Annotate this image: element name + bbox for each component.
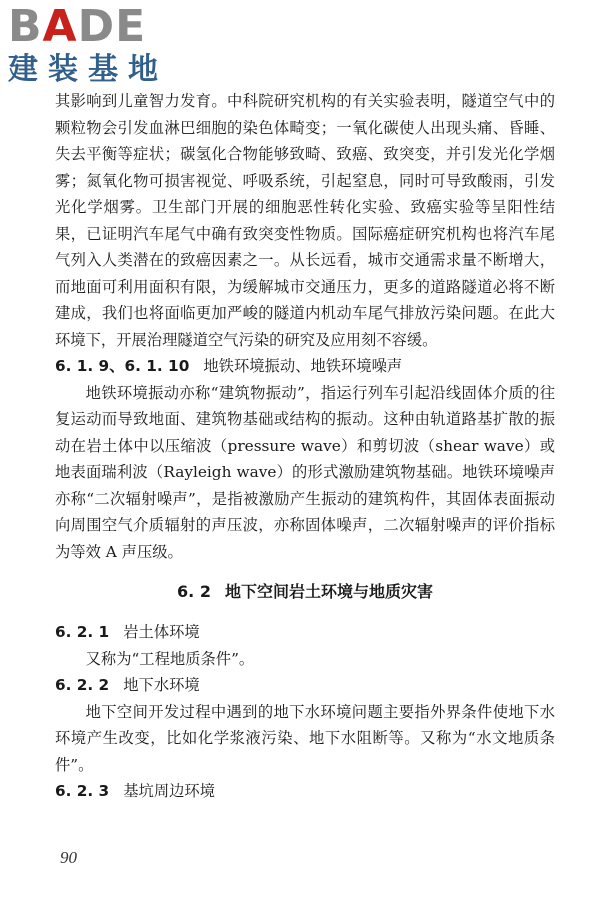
section-title: 地铁环境振动、地铁环境噪声 (203, 357, 403, 375)
page-number: 90 (60, 848, 77, 867)
paragraph-groundwater: 地下空间开发过程中遇到的地下水环境问题主要指外界条件使地下水环境产生改变，比如化学浆液污染、地下水阻断等。又称为“水文地质条件”。 (55, 702, 555, 774)
page-content (55, 88, 555, 805)
bade-logo (8, 1, 178, 94)
section-number: 6. 2. 3 (55, 782, 110, 800)
logo-brand-main: BADE (8, 1, 147, 52)
section-title: 岩土体环境 (123, 623, 200, 641)
section-title: 地下水环境 (123, 676, 200, 694)
paragraph-tunnel-pollution: 其影响到儿童智力发育。中科院研究机构的有关实验表明，隧道空气中的颗粒物会引发血淋巴细胞的染色体畸变；一氧化碳使人出现头痛、昏睡、失去平衡等症状；碳氢化合物能够致畸、致癌、致突变，并引发光化学烟雾；氮氧化物可损害视觉、呼吸系统，引起窒息，同时可导致酸雨，引发光化学烟雾。卫生部门开展的细胞恶性转化实验、致癌实验等呈阳性结果，已证明汽车尾气中确有致突变性物质。国际癌症研究机构也将汽车尾气列入人类潜在的致癌因素之一。从长远看，城市交通需求量不断增大，而地面可利用面积有限，为缓解城市交通压力，更多的道路隧道必将不断建成，我们也将面临更加严峻的隧道内机动车尾气排放污染问题。在此大环境下，开展治理隧道空气污染的研究及应用刻不容缓。 (55, 92, 555, 349)
logo-brand-sub: 建装基地 (8, 52, 168, 87)
section-heading-6-2-2 (55, 672, 555, 699)
paragraph-metro-vibration: 地铁环境振动亦称“建筑物振动”，指运行列车引起沿线固体介质的往复运动而导致地面、建筑物基础或结构的振动。这种由轨道路基扩散的振动在岩土体中以压缩波（pressure wave）和剪切波（shear wave）或地表面瑞利波（Rayleigh wave）的形式激励建筑物基础。地铁环境噪声亦称“二次辐射噪声”，是指被激励产生振动的建筑构件，其固体表面振动向周围空气介质辐射的声压波，亦称固体噪声，二次辐射噪声的评价指标为等效 A 声压级。 (55, 383, 555, 561)
section-title: 基坑周边环境 (123, 782, 216, 800)
section-number: 6. 1. 9、6. 1. 10 (55, 357, 190, 375)
chapter-number: 6. 2 (177, 582, 211, 601)
section-heading-6-1-9 (55, 353, 555, 380)
section-heading-6-2-3 (55, 778, 555, 805)
paragraph-rock-soil: 又称为“工程地质条件”。 (85, 649, 255, 668)
section-number: 6. 2. 2 (55, 676, 110, 694)
section-number: 6. 2. 1 (55, 623, 110, 641)
chapter-title: 地下空间岩土环境与地质灾害 (224, 582, 433, 601)
section-heading-6-2-1 (55, 619, 555, 646)
chapter-heading-6-2 (55, 579, 555, 605)
